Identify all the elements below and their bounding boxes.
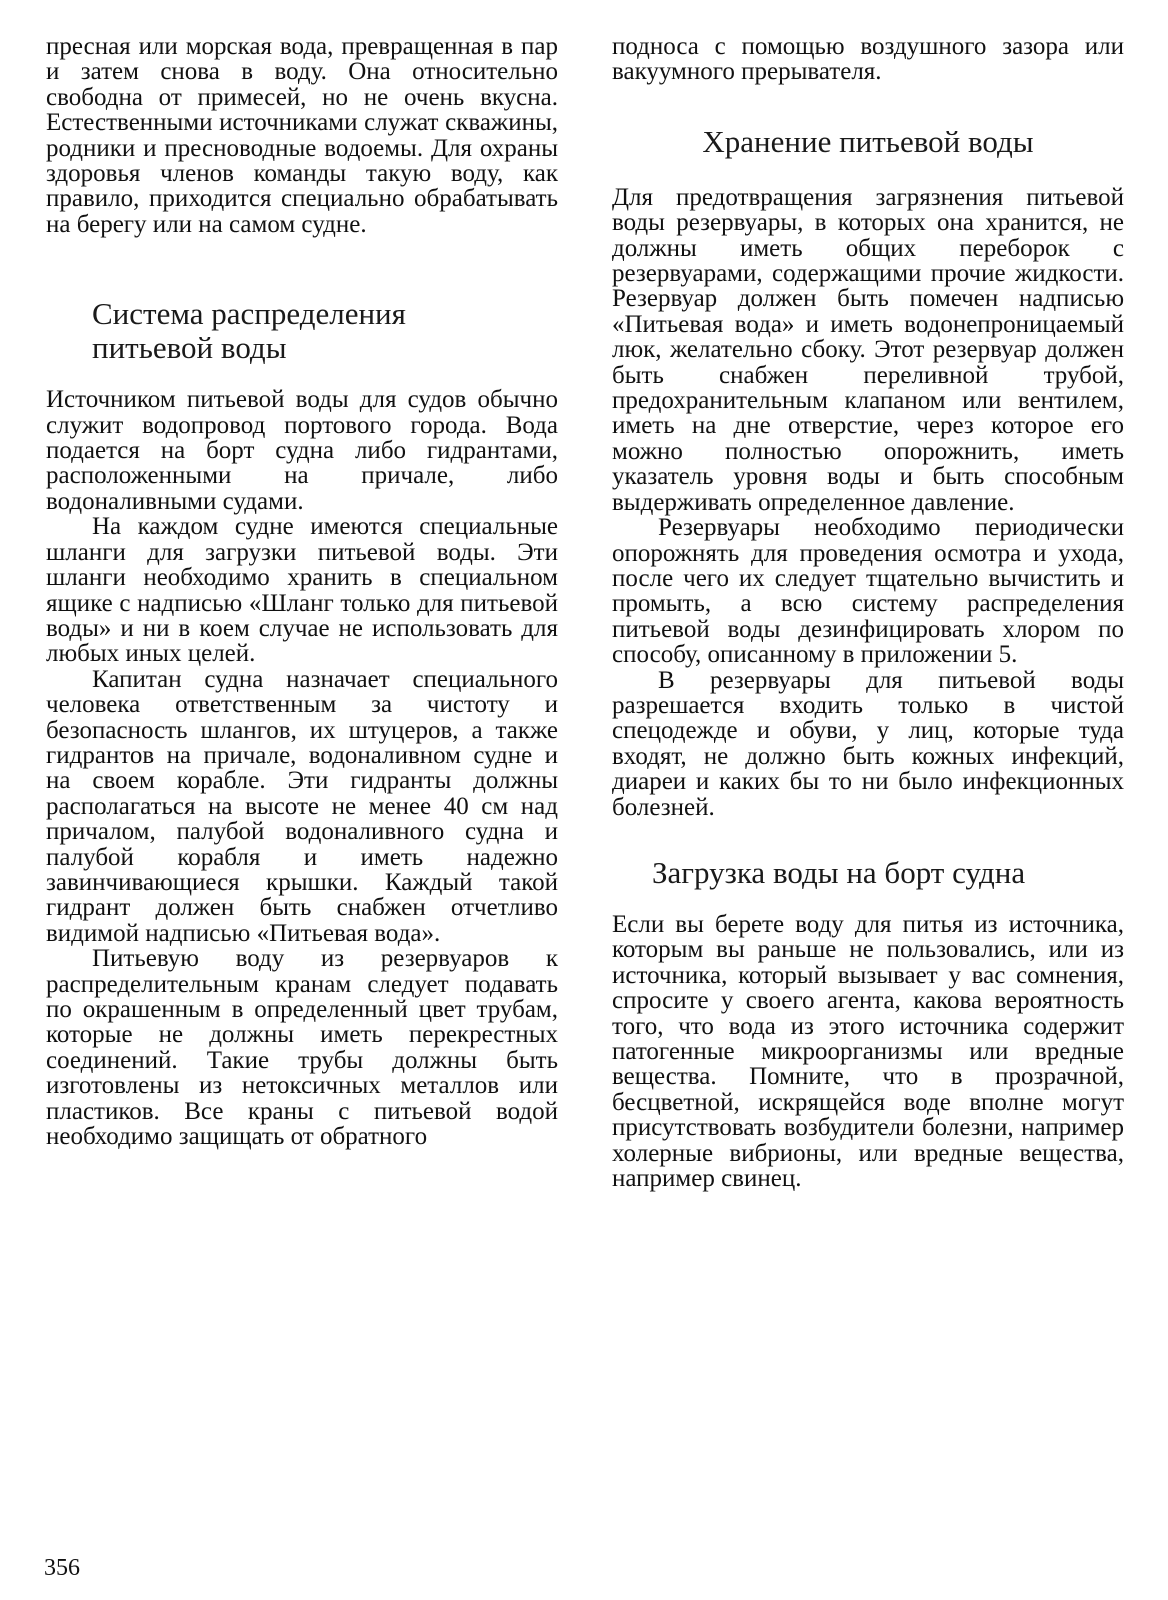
section-heading-storage: Хранение питьевой воды (702, 123, 1034, 159)
paragraph-hoses: На каждом судне имеются специальные шланги для загрузки питьевой воды. Эти шланги необходимо хранить в специальном ящике с надписью «Шланг только для питьевой воды» и ни в коем случае не использовать для любых иных целей. (46, 513, 558, 668)
paragraph-water-source: Источником питьевой воды для судов обычно служит водопровод портового города. Вода подается на борт судна либо гидрантами, расположенными на причале, либо водоналивными судами. (46, 386, 558, 515)
paragraph-captain: Капитан судна назначает специального человека ответственным за чистоту и безопасность шлангов, их штуцеров, а также гидрантов на причале, водоналивном судне и на своем корабле. Эти гидранты должны располагаться на высоте не менее 40 см над причалом, палубой водоналивного судна и палубой корабля и иметь надежно завинчивающиеся крышки. Каждый такой гидрант должен быть снабжен отчетливо видимой надписью «Питьевая вода». (46, 665, 558, 947)
left-column (46, 34, 558, 1149)
section-heading-distribution: Система распределения питьевой воды (92, 296, 406, 366)
paragraph-distillation: пресная или морская вода, превращенная в пар и затем снова в воду. Она относительно свободна от примесей, но не очень вкусна. Естественными источниками служат скважины, родники и пресноводные водоемы. Для охраны здоровья членов команды такую воду, как правило, приходится специально обрабатывать на берегу или на самом судне. (46, 33, 558, 238)
paragraph-tank-entry: В резервуары для питьевой воды разрешается входить только в чистой спецодежде и обуви, у лиц, которые туда входят, не должно быть кожных инфекций, диареи и каких бы то ни было инфекционных болезней. (612, 666, 1124, 821)
paragraph-pipes: Питьевую воду из резервуаров к распределительным кранам следует подавать по окрашенным в определенный цвет трубам, которые не должны иметь перекрестных соединений. Такие трубы должны быть изготовлены из нетоксичных металлов или пластиков. Все краны с питьевой водой необходимо защищать от обратного (46, 945, 558, 1151)
paragraph-loading: Если вы берете воду для питья из источника, которым вы раньше не пользовались, или из источника, который вызывает у вас сомнения, спросите у своего агента, какова вероятность того, что вода из этого источника содержит патогенные микроорганизмы или вредные вещества. Помните, что в прозрачной, бесцветной, искрящейся воде вполне могут присутствовать возбудители болезни, например холерные вибрионы, или вредные вещества, например свинец. (612, 910, 1124, 1193)
page-number: 356 (44, 1555, 80, 1581)
right-column (612, 34, 1124, 1191)
paragraph-continuation: подноса с помощью воздушного зазора или вакуумного прерывателя. (612, 33, 1124, 86)
paragraph-tanks: Для предотвращения загрязнения питьевой воды резервуары, в которых она хранится, не должны иметь общих переборок с резервуарами, содержащими прочие жидкости. Резервуар должен быть помечен надписью «Питьевая вода» и иметь водонепроницаемый люк, желательно сбоку. Этот резервуар должен быть снабжен переливной трубой, предохранительным клапаном или вентилем, иметь на дне отверстие, через которое его можно полностью опорожнить, иметь указатель уровня воды и быть способным выдерживать определенное давление. (612, 183, 1124, 516)
paragraph-cleaning: Резервуары необходимо периодически опорожнять для проведения осмотра и ухода, после чего их следует тщательно вычистить и промыть, а всю систему распределения питьевой воды дезинфицировать хлором по способу, описанному в приложении 5. (612, 514, 1124, 669)
section-heading-loading: Загрузка воды на борт судна (652, 854, 1026, 890)
